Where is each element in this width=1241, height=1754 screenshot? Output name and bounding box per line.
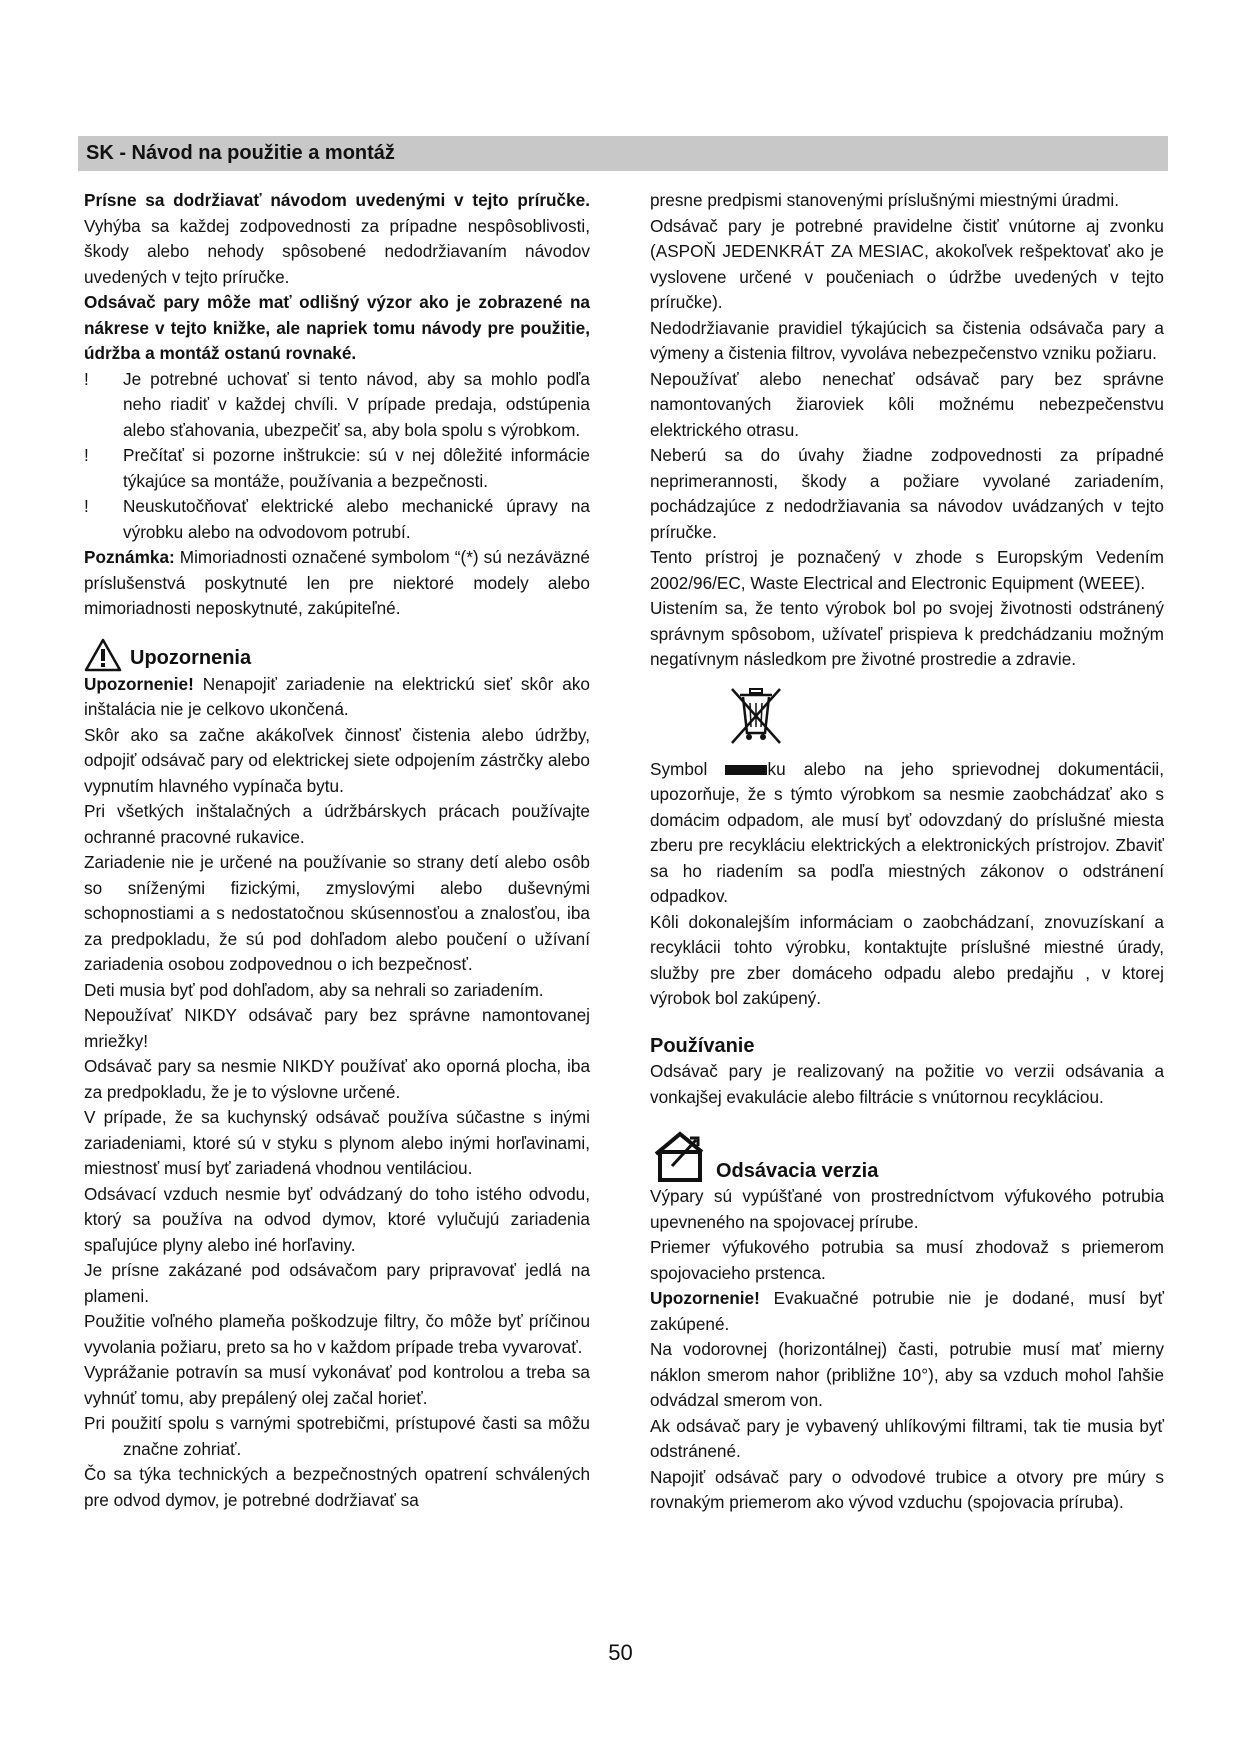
paragraph: Odsávač pary je realizovaný na požitie vo verzii odsávania a vonkajšej evakulácie alebo filtrácie s vnútornou recykláciou. — [650, 1061, 1164, 1107]
house-vent-icon — [650, 1128, 710, 1184]
hanging-paragraph: Pri použití spolu s varnými spotrebičmi, prístupové časti sa môžu značne zohriať. — [84, 1413, 590, 1459]
paragraph: presne predpismi stanovenými príslušnými miestnými úradmi. — [650, 190, 1119, 210]
warning-triangle-icon — [84, 638, 122, 672]
paragraph: Vyprážanie potravín sa musí vykonávať pod kontrolou a treba sa vyhnúť tomu, aby prepálený olej začal horieť. — [84, 1362, 590, 1408]
note-paragraph — [84, 545, 590, 622]
page-title: SK - Návod na použitie a montáž — [86, 142, 395, 164]
paragraph: Odsávač pary sa nesmie NIKDY používať ako oporná plocha, iba za predpokladu, že je to výslovne určené. — [84, 1056, 590, 1102]
warnings-title: Upozornenia — [130, 647, 252, 669]
paragraph: Skôr ako sa začne akákoľvek činnosť čistenia alebo údržby, odpojiť odsávač pary od elektrickej siete odpojením zástrčky alebo vypnutím hlavného vypínača bytu. — [84, 724, 590, 796]
section-header-bar — [78, 136, 1168, 171]
bullet-text: Neuskutočňovať elektrické alebo mechanické úpravy na výrobku alebo na odvodovom potrubí. — [123, 496, 590, 542]
extraction-title: Odsávacia verzia — [716, 1159, 879, 1182]
symbol-pre: Symbol — [650, 758, 726, 779]
paragraph: Zariadenie nie je určené na používanie so strany detí alebo osôb so sníženými fizickými, zmyslovými alebo duševnými schopnostiami a s nedostatočnou skúsennosťou a znalosťou, iba za predpokladu, že sú pod dohľadom alebo poučení o užívaní zariadenia osobou zodpovednou o ich bezpečnosť. — [84, 852, 590, 974]
warnings-heading — [84, 636, 590, 672]
weee-symbol-area — [650, 685, 1164, 757]
paragraph: Použitie voľného plameňa poškodzuje filtry, čo môže byť príčinou vyvolania požiaru, preto sa ho v každom prípade treba vyvarovať. — [84, 1311, 590, 1357]
paragraph: Na vodorovnej (horizontálnej) časti, potrubie musí mať mierny náklon smerom nahor (približne 10°), aby sa vzduch mohol ľahšie odvádzal smerom von. — [650, 1339, 1164, 1410]
warning-paragraph — [650, 1286, 1164, 1337]
paragraph: Odsávač pary je potrebné pravidelne čistiť vnútorne aj zvonku (ASPOŇ JEDENKRÁT ZA MESIAC, akokoľvek rešpektovať ako je vyslovene určené v poučeniach o údržbe uvedených v tejto príručke). — [650, 215, 1164, 312]
extraction-heading — [650, 1126, 1164, 1184]
note-text: Mimoriadnosti označené symbolom “(*) sú nezáväzné príslušenstvá poskytnuté len pre niektoré modely alebo mimoriadnosti neposkytnuté, zakúpiteľné. — [84, 547, 590, 618]
symbol-post: ku alebo na jeho sprievodnej dokumentácii, upozorňuje, že s týmto výrobkom sa nesmie zaobchádzať ako s domácim odpadom, ale musí byť odovzdaný do príslušné miesta zberu pre recykláciu elektrických a elektronických prístrojov. Zbaviť sa ho riadením sa podľa miestných zákonov o odstránení odpadkov. — [650, 758, 1164, 906]
paragraph: Neberú sa do úvahy žiadne zodpovednosti za prípadné neprimerannosti, škody a požiare vyvolané zariadením, pochádzajúce z nedodržiavania sa návodov uvádzaných v tejto príručke. — [650, 445, 1164, 542]
paragraph: Výpary sú vypúšťané von prostredníctvom výfukového potrubia upevneného na spojovacej prírube. — [650, 1186, 1164, 1232]
intro-rest: Vyhýba sa každej zodpovednosti za prípadne nespôsoblivosti, škody alebo nehody spôsobené nedodržiavaním návodov uvedených v tejto príručke. — [84, 215, 590, 287]
paragraph: Nepoužívať alebo nenechať odsávač pary bez správne namontovaných žiaroviek kôli možnému nebezpečenstvu elektrického otrasu. — [650, 368, 1164, 440]
exclamation-mark: ! — [84, 445, 89, 465]
paragraph: Napojiť odsávač pary o odvodové trubice a otvory pre múry s rovnakým priemerom ako vývod vzduchu (spojovacia príruba). — [650, 1466, 1164, 1512]
paragraph: Deti musia byť pod dohľadom, aby sa nehrali so zariadením. — [84, 979, 544, 1000]
page-number: 50 — [608, 1640, 633, 1665]
paragraph: Kôli dokonalejším informáciam o zaobchádzaní, znovuzískaní a recyklácii tohto výrobku, kontaktujte príslušné miestné úrady, služby pre zber domáceho odpadu alebo predajňu , v ktorej výrobok bol zakúpený. — [650, 911, 1164, 1008]
paragraph: Odsávací vzduch nesmie byť odvádzaný do toho istého odvodu, ktorý sa používa na odvod dymov, ktoré vylučujú zariadenia spaľujúce plyny alebo iné horľaviny. — [84, 1183, 590, 1255]
bullet-item — [84, 443, 590, 494]
warning-label: Upozornenie! — [84, 673, 194, 694]
paragraph: Uistením sa, že tento výrobok bol po svojej životnosti odstránený správnym spôsobom, užívateľ prispieva k predchádzaniu možným negatívnym následkom pre životné prostredie a zdravie. — [650, 598, 1164, 669]
paragraph: Nedodržiavanie pravidiel týkajúcich sa čistenia odsávača pary a výmeny a čistenia filtrov, vyvoláva nebezpečenstvo vzniku požiaru. — [650, 317, 1164, 363]
paragraph: Pri všetkých inštalačných a údržbárskych prácach používajte ochranné pracovné rukavice. — [84, 801, 590, 847]
intro-bold: Prísne sa dodržiavať návodom uvedenými v tejto príručke. — [84, 190, 590, 210]
warning-label: Upozornenie! — [650, 1288, 760, 1308]
appearance-note: Odsávač pary môže mať odlišný výzor ako je zobrazené na nákrese v tejto knižke, ale napriek tomu návody pre použitie, údržba a montáž ostanú rovnaké. — [84, 292, 590, 363]
bullet-item — [84, 367, 590, 444]
note-label: Poznámka: — [84, 547, 175, 567]
usage-title: Používanie — [650, 1034, 755, 1057]
paragraph: Priemer výfukového potrubia sa musí zhodovaž s priemerom spojovacieho prstenca. — [650, 1237, 1164, 1283]
bullet-item — [84, 494, 590, 545]
usage-section — [650, 1034, 1164, 1111]
paragraph: Tento prístroj je poznačený v zhode s Europským Vedením 2002/96/EC, Waste Electrical and Electronic Equipment (WEEE). — [650, 547, 1164, 593]
intro-paragraph — [84, 188, 590, 290]
crossed-bin-icon — [728, 685, 784, 749]
left-column — [84, 188, 590, 1513]
redaction-bar — [725, 765, 767, 775]
bullet-text: Je potrebné uchovať si tento návod, aby sa mohlo podľa neho riadiť v každej chvíli. V prípade predaja, odstúpenia alebo sťahovania, ubezpečiť sa, aby bola spolu s výrobkom. — [123, 368, 590, 440]
exclamation-mark: ! — [84, 496, 89, 516]
paragraph: V prípade, že sa kuchynský odsávač používa súčastne s inými zariadeniami, ktoré sú v styku s plynom alebo inými horľavinami, miestnosť musí byť zariadená vhodnou ventiláciou. — [84, 1107, 590, 1178]
exclamation-mark: ! — [84, 368, 89, 389]
warning-text: Evakuačné potrubie nie je dodané, musí byť zakúpené. — [650, 1288, 1164, 1334]
paragraph: Nepoužívať NIKDY odsávač pary bez správne namontovanej mriežky! — [84, 1005, 590, 1051]
paragraph: Čo sa týka technických a bezpečnostných opatrení schválených pre odvod dymov, je potrebné dodržiavať sa — [84, 1464, 590, 1510]
warning-text: Nenapojiť zariadenie na elektrickú sieť skôr ako inštalácia nie je celkovo ukončená. — [84, 673, 590, 719]
bullet-text: Prečítať si pozorne inštrukcie: sú v nej dôležité informácie týkajúce sa montáže, používania a bezpečnosti. — [123, 445, 590, 491]
paragraph: Ak odsávač pary je vybavený uhlíkovými filtrami, tak tie musia byť odstránené. — [650, 1415, 1164, 1461]
paragraph: Je prísne zakázané pod odsávačom pary pripravovať jedlá na plameni. — [84, 1260, 590, 1306]
warning-paragraph — [84, 672, 590, 723]
symbol-paragraph — [650, 757, 1164, 910]
right-column — [650, 188, 1164, 1516]
